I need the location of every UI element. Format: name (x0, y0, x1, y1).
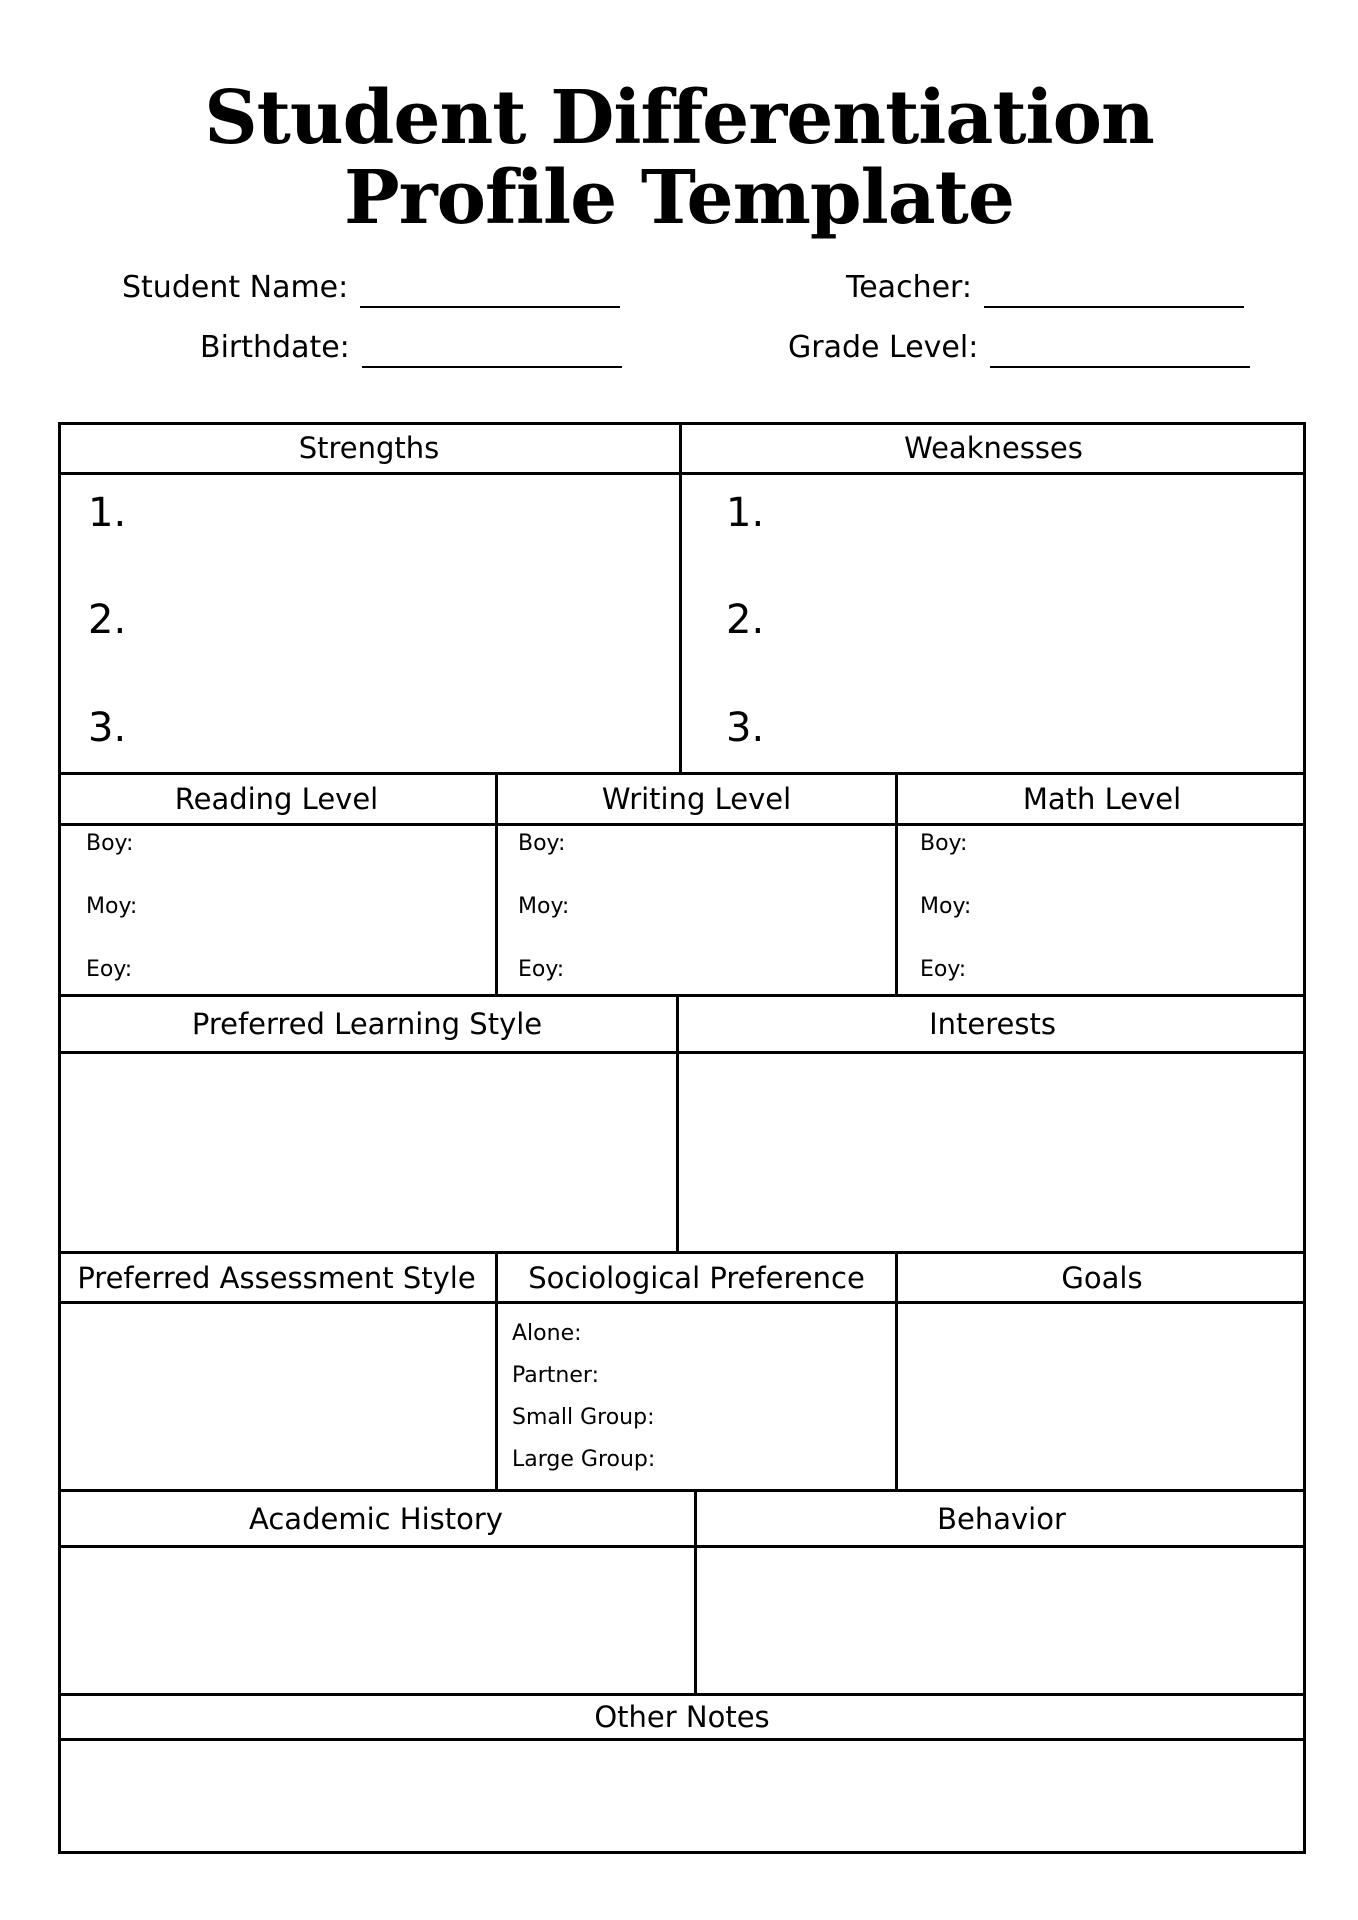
strengths-header: Strengths (298, 431, 440, 465)
birthdate-field (200, 328, 622, 368)
divider (679, 422, 682, 774)
writing-moy-label: Moy: (518, 894, 570, 919)
math-moy-label: Moy: (920, 894, 972, 919)
teacher-label: Teacher: (846, 270, 972, 305)
birthdate-input-line[interactable] (362, 336, 622, 368)
profile-table (58, 422, 1306, 1854)
writing-level-header: Writing Level (601, 782, 792, 816)
strength-item-1[interactable]: 1. (88, 490, 127, 536)
grade-level-label: Grade Level: (788, 330, 979, 365)
alone-label: Alone: (512, 1321, 582, 1346)
reading-level-header: Reading Level (174, 782, 379, 816)
page-title-line-1: Student Differentiation (204, 75, 1154, 161)
preferred-learning-style-header: Preferred Learning Style (191, 1007, 543, 1041)
interests-header: Interests (929, 1007, 1056, 1041)
grade-level-input-line[interactable] (990, 336, 1250, 368)
student-name-label: Student Name: (122, 270, 349, 305)
student-name-input-line[interactable] (360, 276, 620, 308)
teacher-input-line[interactable] (984, 276, 1244, 308)
partner-label: Partner: (512, 1363, 599, 1388)
student-name-field (122, 268, 620, 308)
behavior-header: Behavior (937, 1501, 1066, 1536)
small-group-label: Small Group: (512, 1405, 655, 1430)
goals-header: Goals (1061, 1261, 1143, 1295)
math-level-header: Math Level (1022, 782, 1182, 816)
reading-moy-label: Moy: (86, 894, 138, 919)
strength-item-3[interactable]: 3. (88, 705, 127, 751)
academic-history-header: Academic History (249, 1501, 503, 1536)
page-title-line-2: Profile Template (344, 155, 1014, 241)
weakness-item-2[interactable]: 2. (726, 597, 765, 643)
weakness-item-1[interactable]: 1. (726, 490, 765, 536)
preferred-assessment-style-header: Preferred Assessment Style (77, 1261, 476, 1295)
birthdate-label: Birthdate: (200, 330, 350, 365)
writing-boy-label: Boy: (518, 831, 566, 856)
strength-item-2[interactable]: 2. (88, 597, 127, 643)
grade-level-field (788, 328, 1250, 368)
reading-boy-label: Boy: (86, 831, 134, 856)
writing-eoy-label: Eoy: (518, 957, 565, 982)
reading-eoy-label: Eoy: (86, 957, 133, 982)
sociological-preference-header: Sociological Preference (528, 1261, 865, 1295)
other-notes-header: Other Notes (594, 1700, 770, 1734)
teacher-field (846, 268, 1244, 308)
math-eoy-label: Eoy: (920, 957, 967, 982)
weakness-item-3[interactable]: 3. (726, 705, 765, 751)
math-boy-label: Boy: (920, 831, 968, 856)
large-group-label: Large Group: (512, 1447, 656, 1472)
weaknesses-header: Weaknesses (904, 431, 1083, 465)
